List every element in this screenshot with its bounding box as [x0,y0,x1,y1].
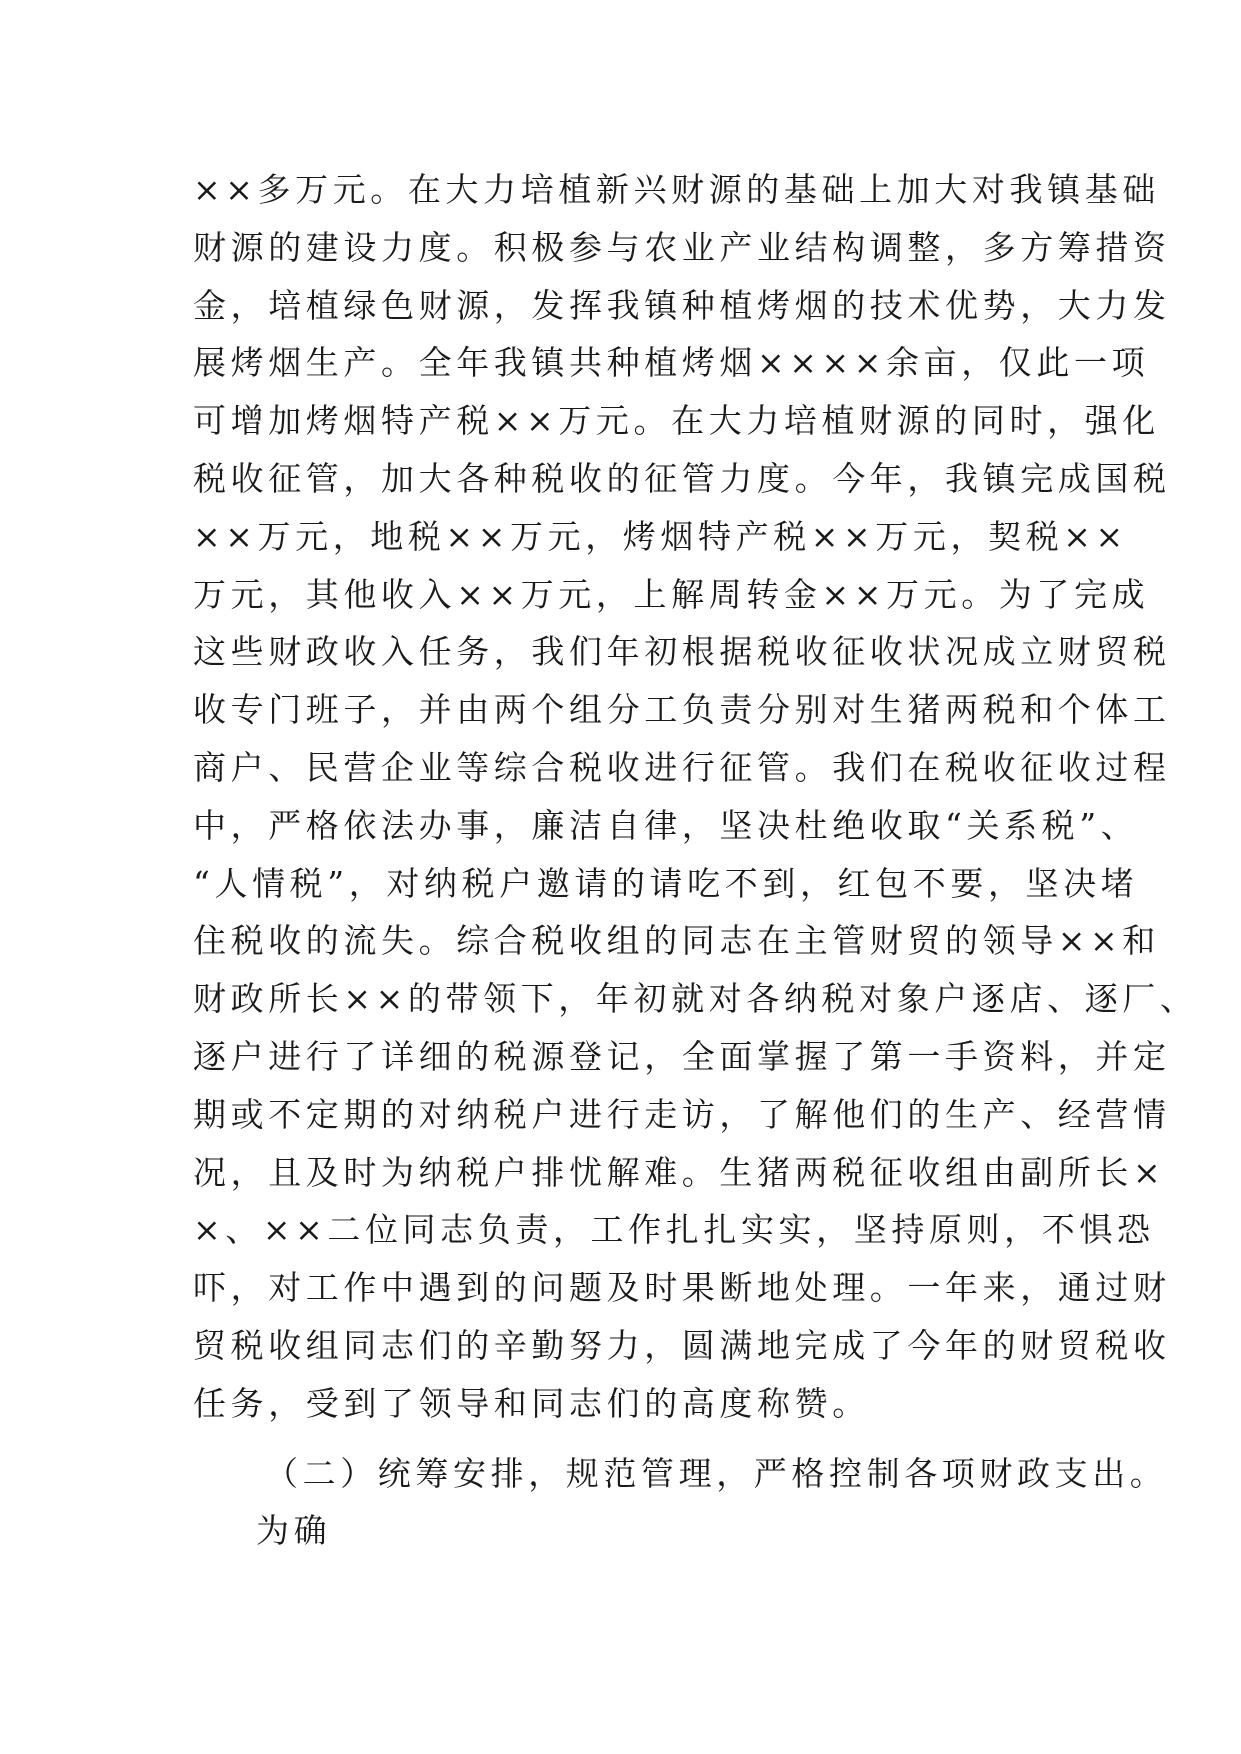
paragraph-line: 税收征管，加大各种税收的征管力度。今年，我镇完成国税 [193,458,1171,498]
paragraph-line: 财政所长××的带领下，年初就对各纳税对象户逐店、逐厂、 [193,979,1198,1019]
paragraph-line: “人情税”，对纳税户邀请的请吃不到，红包不要，坚决堵 [193,863,1139,903]
paragraph-line: 吓，对工作中遇到的问题及时果断地处理。一年来，通过财 [193,1268,1171,1308]
paragraph-line: 收专门班子，并由两个组分工负责分别对生猪两税和个体工 [193,690,1171,730]
paragraph-line: 期或不定期的对纳税户进行走访，了解他们的生产、经营情 [193,1094,1171,1134]
paragraph-line: 逐户进行了详细的税源登记，全面掌握了第一手资料，并定 [193,1036,1171,1076]
paragraph-line: 展烤烟生产。全年我镇共种植烤烟××××余亩，仅此一项 [193,343,1150,383]
paragraph-line: 可增加烤烟特产税××万元。在大力培植财源的同时，强化 [193,401,1160,441]
paragraph-line: 住税收的流失。综合税收组的同志在主管财贸的领导××和 [193,921,1160,961]
paragraph-line: 这些财政收入任务，我们年初根据税收征收状况成立财贸税 [193,632,1171,672]
paragraph-line: 中，严格依法办事，廉洁自律，坚决杜绝收取“关系税”、 [193,805,1139,845]
paragraph-line: 金，培植绿色财源，发挥我镇种植烤烟的技术优势，大力发 [193,285,1171,325]
paragraph-line: 贸税收组同志们的辛勤努力，圆满地完成了今年的财贸税收 [193,1325,1171,1365]
paragraph-line: ××万元，地税××万元，烤烟特产税××万元，契税×× [193,516,1128,556]
body-text [193,161,1198,1560]
paragraph-line: 况，且及时为纳税户排忧解难。生猪两税征收组由副所长× [193,1152,1166,1192]
paragraph-line: 万元，其他收入××万元，上解周转金××万元。为了完成 [193,574,1150,614]
paragraph-line: 商户、民营企业等综合税收进行征管。我们在税收征收过程 [193,747,1171,787]
paragraph-line: 财源的建设力度。积极参与农业产业结构调整，多方筹措资 [193,227,1171,267]
section-heading: （二）统筹安排，规范管理，严格控制各项财政支出。 [265,1453,1168,1493]
paragraph-line: 任务，受到了领导和同志们的高度称赞。 [193,1383,870,1423]
paragraph-line: ×、××二位同志负责，工作扎扎实实，坚持原则，不惧恐 [193,1210,1155,1250]
section-continuation: 为确 [256,1511,332,1551]
paragraph-line: ××多万元。在大力培植新兴财源的基础上加大对我镇基础 [193,170,1160,209]
